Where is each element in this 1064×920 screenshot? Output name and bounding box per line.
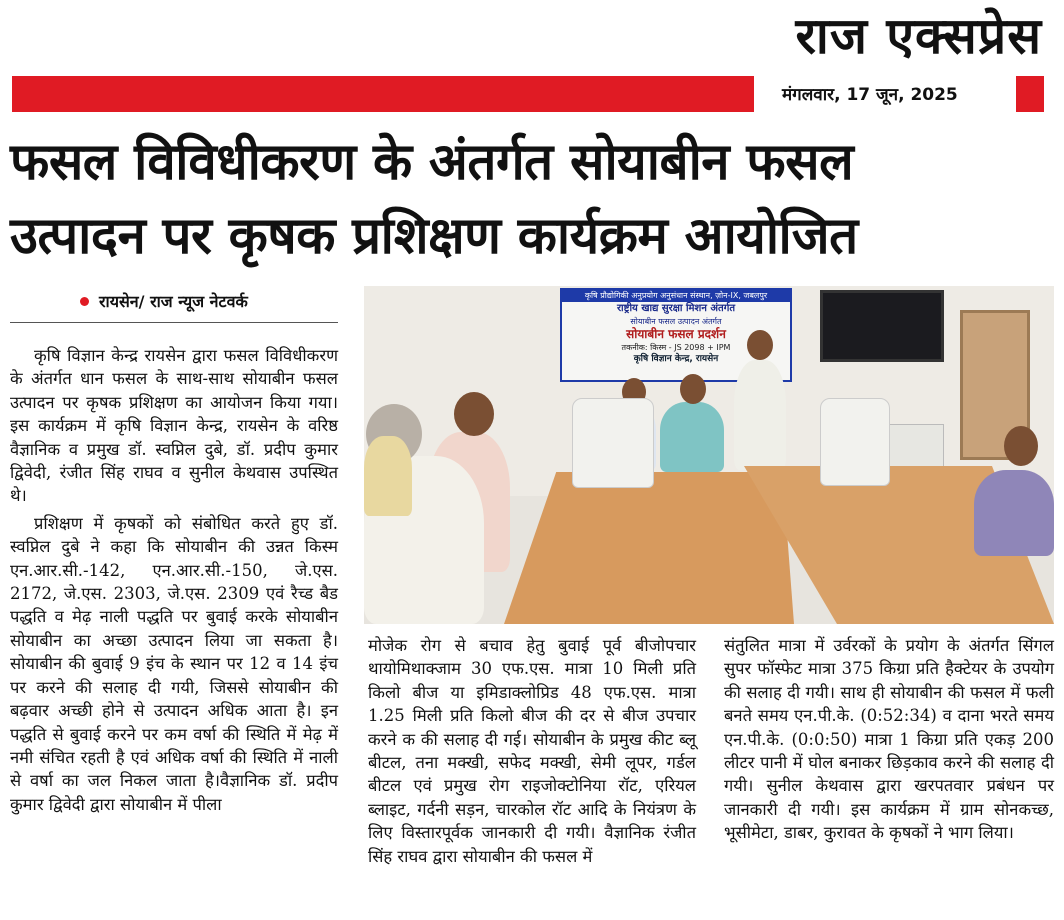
official-figure [660, 402, 724, 472]
article-column-2 [368, 634, 696, 868]
edition-date: मंगलवार, 17 जून, 2025 [782, 85, 958, 105]
bullet-dot-icon [80, 297, 89, 306]
paragraph: संतुलित मात्रा में उर्वरकों के प्रयोग के अंतर्गत सिंगल सुपर फॉस्फेट मात्रा 375 किग्रा प्रति हैक्टेयर के उपयोग की सलाह दी गयी। साथ ही सोयाबीन की फसल में फली बनते समय एन.पी.के. (0:52:34) व दाना भरते समय एन.पी.के. (0:0:50) मात्रा 1 किग्रा प्रति एकड़ 200 लीटर पानी में घोल बनाकर छिड़काव करने की सलाह दी गयी। सुनील केथवास द्वारा खरपतवार प्रबंधन पर जानकारी दी गयी। इस कार्यक्रम में ग्राम सोनकच्छ, भूसीमेटा, डाबर, कुरावत के कृषकों ने भाग लिया। [724, 636, 1054, 843]
headline-line-1: फसल विविधीकरण के अंतर्गत सोयाबीन फसल [10, 133, 854, 192]
banner-text: कृषि विज्ञान केन्द्र, रायसेन [633, 354, 719, 364]
paragraph: प्रशिक्षण में कृषकों को संबोधित करते हुए डॉ. स्वप्निल दुबे ने कहा कि सोयाबीन की उन्नत किस्म एन.आर.सी.-142, एन.आर.सी.-150, जे.एस. 2172, जे.एस. 2303, जे.एस. 2309 एवं रैच्ड बैड पद्धति व मेढ़ नाली पद्धति पर बुवाई करके सोयाबीन सोयाबीन का अच्छा उत्पादन लिया जा सकता है। सोयाबीन की बुवाई 9 इंच के स्थान पर 12 व 14 इंच पर करने की सलाह दी गयी, जिससे सोयाबीन की बढ़वार अच्छी होने से उत्पादन अधिक आता है। इन पद्धति से बुवाई करने पर कम वर्षा की स्थिति में मेढ़ में नमी संचित रहती है एवं अधिक वर्षा की स्थिति में नाली से वर्षा का जल निकल जाता है।वैज्ञानिक डॉ. प्रदीप कुमार द्विवेदी द्वारा सोयाबीन में पीला [10, 513, 338, 814]
farmer-head [454, 392, 494, 436]
seed-sack [572, 398, 654, 488]
event-photo [364, 286, 1054, 624]
presenter-figure [734, 360, 786, 470]
presenter-head [747, 330, 773, 360]
masthead-red-block [1016, 76, 1044, 112]
banner-text: राष्ट्रीय खाद्य सुरक्षा मिशन अंतर्गत [616, 303, 736, 314]
byline-text: रायसेन/ राज न्यूज नेटवर्क [99, 292, 248, 311]
paragraph: कृषि विज्ञान केन्द्र रायसेन द्वारा फसल विविधीकरण के अंतर्गत धान फसल के साथ-साथ सोयाबीन फसल उत्पादन पर कृषक प्रशिक्षण का आयोजन किया गया। इस कार्यक्रम में कृषि विज्ञान केन्द्र, रायसेन के वरिष्ठ वैज्ञानिक व प्रमुख डॉ. स्वप्निल दुबे, डॉ. प्रदीप कुमार द्विवेदी, रंजीत सिंह राघव व सुनील केथवास उपस्थित थे। [10, 346, 338, 506]
young-man-figure [974, 470, 1054, 556]
seed-sack [820, 398, 890, 486]
banner-text: सोयाबीन फसल उत्पादन अंतर्गत [630, 317, 722, 326]
banner-text: सोयाबीन फसल प्रदर्शन [626, 327, 726, 341]
farmer-figure [364, 436, 412, 516]
masthead-red-bar [12, 76, 754, 112]
byline-divider [10, 322, 338, 323]
article-column-1 [10, 344, 338, 816]
headline-line-2: उत्पादन पर कृषक प्रशिक्षण कार्यक्रम आयोजित [10, 207, 858, 266]
paragraph: मोजेक रोग से बचाव हेतु बुवाई पूर्व बीजोपचार थायोमिथाक्जाम 30 एफ.एस. मात्रा 10 मिली प्रति किलो बीज या इमिडाक्लोप्रिड 48 एफ.एस. मात्रा 1.25 मिली प्रति किलो बीज की दर से बीज उपचार करने क की सलाह दी गई। सोयाबीन के प्रमुख कीट ब्लू बीटल, तना मक्खी, सफेद मक्खी, सेमी लूपर, गर्डल बीटल एवं प्रमुख रोग राइजोक्टोनिया रॉट, एरियल ब्लाइट, गर्दनी सड़न, चारकोल रॉट आदि के नियंत्रण के लिए विस्तारपूर्वक जानकारी दी गयी। वैज्ञानिक रंजीत सिंह राघव द्वारा सोयाबीन की फसल में [368, 636, 696, 866]
wall-tv [820, 290, 944, 362]
official-head [680, 374, 706, 404]
article-headline [10, 126, 1054, 274]
newspaper-masthead: राज एक्सप्रेस [795, 7, 1042, 65]
byline [80, 290, 248, 312]
article-column-3 [724, 634, 1054, 845]
banner-text: तकनीक: किस्म - JS 2098 + IPM [621, 343, 731, 352]
young-man-head [1004, 426, 1038, 466]
banner-text: कृषि प्रौद्योगिकी अनुप्रयोग अनुसंधान संस्थान, ज़ोन-IX, जबलपुर [562, 290, 790, 302]
